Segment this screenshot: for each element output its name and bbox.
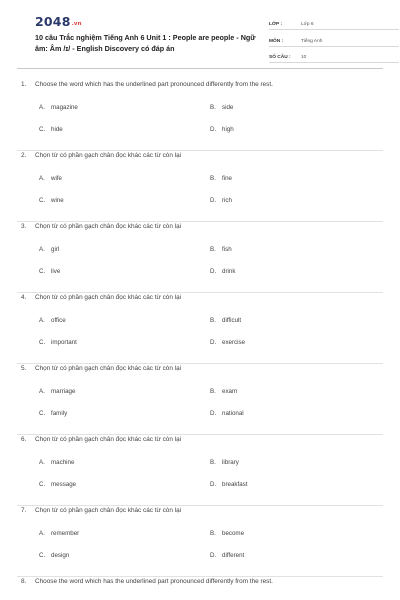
option-a[interactable] [39, 317, 66, 324]
option-letter: A. [39, 530, 45, 537]
option-b[interactable] [210, 104, 233, 111]
option-text: exam [222, 388, 238, 395]
option-text: fish [222, 246, 232, 253]
question-number: 5. [21, 365, 27, 372]
meta-label: MÔN : [269, 38, 284, 44]
logo-main: 2048 [35, 14, 71, 29]
option-b[interactable] [210, 530, 244, 537]
question-head [21, 578, 383, 585]
option-text: fine [222, 175, 232, 182]
question-7 [17, 506, 383, 577]
question-number: 4. [21, 294, 27, 301]
meta-row-grade [269, 15, 399, 30]
option-letter: B. [210, 317, 216, 324]
option-text: marriage [51, 388, 76, 395]
option-a[interactable] [39, 459, 74, 466]
option-text: exercise [222, 339, 246, 346]
option-text: wine [51, 197, 64, 204]
option-a[interactable] [39, 104, 78, 111]
meta-label: LỚP : [269, 22, 283, 27]
option-text: message [51, 481, 77, 488]
option-text: important [51, 339, 77, 346]
option-a[interactable] [39, 530, 79, 537]
document-header [17, 0, 383, 68]
option-letter: D. [210, 410, 217, 417]
option-letter: D. [210, 197, 217, 204]
question-number: 1. [21, 81, 27, 88]
option-d[interactable] [210, 552, 244, 559]
option-d[interactable] [210, 126, 234, 133]
option-letter: A. [39, 388, 45, 395]
option-letter: C. [39, 481, 46, 488]
option-c[interactable] [39, 410, 67, 417]
question-head [21, 365, 383, 372]
meta-row-subject [269, 32, 399, 47]
option-text: different [222, 552, 245, 559]
option-letter: B. [210, 530, 216, 537]
question-number: 8. [21, 578, 27, 585]
question-6 [17, 435, 383, 506]
option-d[interactable] [210, 410, 244, 417]
option-b[interactable] [210, 317, 241, 324]
option-letter: A. [39, 104, 45, 111]
option-letter: D. [210, 126, 217, 133]
option-c[interactable] [39, 126, 63, 133]
option-c[interactable] [39, 481, 76, 488]
option-text: breakfast [222, 481, 248, 488]
option-a[interactable] [39, 246, 59, 253]
option-letter: D. [210, 552, 217, 559]
option-a[interactable] [39, 388, 75, 395]
question-text: Chọn từ có phần gạch chân đọc khác các từ còn lại [35, 507, 182, 514]
option-c[interactable] [39, 552, 69, 559]
option-text: office [51, 317, 66, 324]
question-number: 7. [21, 507, 27, 514]
question-text: Choose the word which has the underlined part pronounced differently from the rest. [35, 578, 273, 585]
option-text: national [222, 410, 244, 417]
option-b[interactable] [210, 246, 232, 253]
question-1 [17, 80, 383, 151]
logo-suffix: .vn [71, 21, 82, 27]
option-text: wife [51, 175, 63, 182]
meta-value: Lớp 6 [301, 22, 314, 27]
option-text: design [51, 552, 70, 559]
header-divider [17, 68, 383, 69]
question-5 [17, 364, 383, 435]
option-b[interactable] [210, 175, 232, 182]
option-c[interactable] [39, 268, 60, 275]
option-text: difficult [222, 317, 242, 324]
option-letter: D. [210, 339, 217, 346]
meta-value: Tiếng Anh [301, 38, 323, 44]
option-text: girl [51, 246, 60, 253]
option-letter: A. [39, 459, 45, 466]
question-text: Choose the word which has the underlined part pronounced differently from the rest. [35, 81, 273, 88]
option-text: remember [51, 530, 80, 537]
meta-row-count [269, 48, 399, 63]
option-letter: C. [39, 339, 46, 346]
option-letter: C. [39, 410, 46, 417]
option-text: rich [222, 197, 232, 204]
option-text: become [222, 530, 245, 537]
question-head [21, 294, 383, 301]
document-meta [269, 15, 399, 65]
question-head [21, 507, 383, 514]
option-text: hide [51, 126, 63, 133]
page-title: 10 câu Trắc nghiệm Tiếng Anh 6 Unit 1 : People are people - Ngữ âm: Âm /ɪ/ - English Discovery có đáp án [35, 33, 256, 53]
option-text: high [222, 126, 234, 133]
option-b[interactable] [210, 459, 239, 466]
question-head [21, 152, 383, 159]
option-text: drink [222, 268, 236, 275]
option-letter: D. [210, 481, 217, 488]
option-d[interactable] [210, 197, 232, 204]
question-number: 2. [21, 152, 27, 159]
option-letter: C. [39, 552, 46, 559]
question-head [21, 436, 383, 443]
option-d[interactable] [210, 339, 245, 346]
meta-value: 10 [301, 55, 307, 60]
question-head [21, 223, 383, 230]
option-d[interactable] [210, 481, 247, 488]
option-letter: B. [210, 459, 216, 466]
option-letter: D. [210, 268, 217, 275]
option-b[interactable] [210, 388, 237, 395]
option-letter: B. [210, 175, 216, 182]
option-a[interactable] [39, 175, 62, 182]
question-text: Chọn từ có phần gạch chân đọc khác các từ còn lại [35, 152, 182, 159]
question-text: Chọn từ có phần gạch chân đọc khác các từ còn lại [35, 365, 182, 372]
option-letter: A. [39, 175, 45, 182]
option-letter: B. [210, 388, 216, 395]
option-text: family [51, 410, 68, 417]
option-d[interactable] [210, 268, 235, 275]
option-text: machine [51, 459, 75, 466]
option-text: live [51, 268, 61, 275]
question-text: Chọn từ có phần gạch chân đọc khác các từ còn lại [35, 294, 182, 301]
option-text: magazine [51, 104, 78, 111]
option-text: library [222, 459, 239, 466]
site-logo[interactable] [35, 14, 82, 29]
option-letter: C. [39, 126, 46, 133]
question-text: Chọn từ có phần gạch chân đọc khác các từ còn lại [35, 223, 182, 230]
option-letter: A. [39, 246, 45, 253]
option-letter: B. [210, 104, 216, 111]
question-number: 6. [21, 436, 27, 443]
question-number: 3. [21, 223, 27, 230]
meta-label: SỐ CÂU : [269, 55, 291, 60]
option-letter: B. [210, 246, 216, 253]
option-text: side [222, 104, 234, 111]
option-letter: A. [39, 317, 45, 324]
option-c[interactable] [39, 197, 64, 204]
question-8 [17, 577, 383, 597]
option-letter: C. [39, 268, 46, 275]
question-2 [17, 151, 383, 222]
question-4 [17, 293, 383, 364]
question-text: Chọn từ có phần gạch chân đọc khác các từ còn lại [35, 436, 182, 443]
question-list [17, 80, 383, 597]
question-3 [17, 222, 383, 293]
option-letter: C. [39, 197, 46, 204]
option-c[interactable] [39, 339, 77, 346]
question-head [21, 81, 383, 88]
